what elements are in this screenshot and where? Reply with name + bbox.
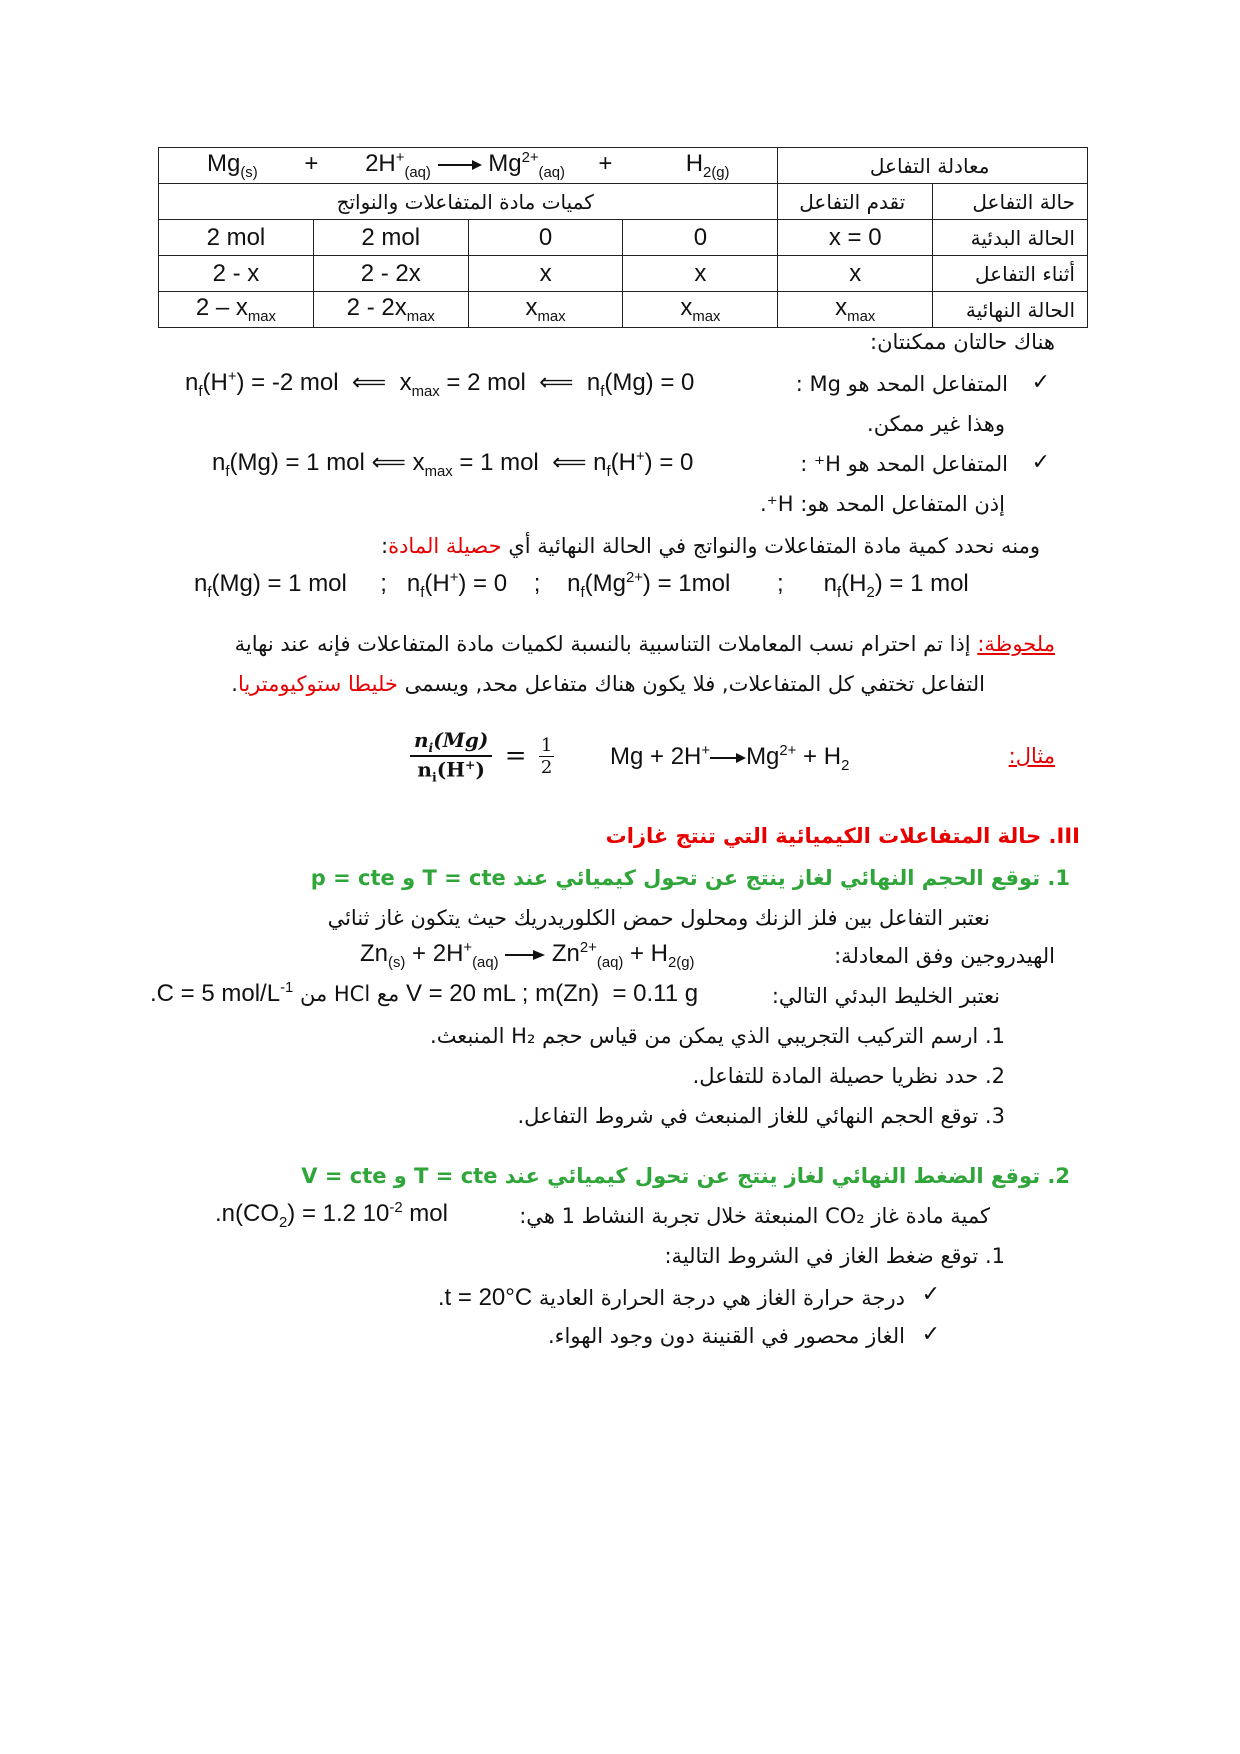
table-row — [159, 220, 1088, 256]
table-cell: 2 - x — [159, 256, 314, 292]
state-header: حالة التفاعل — [933, 184, 1088, 220]
check-icon: ✓ — [1031, 370, 1050, 395]
table-cell: x — [468, 256, 623, 292]
table-cell: 0 — [468, 220, 623, 256]
consider-line2: الهيدروجين وفق المعادلة: — [834, 944, 1055, 968]
subsection-1-title: 1. توقع الحجم النهائي لغاز ينتج عن تحول كيميائي عند p = cte و T = cte — [310, 866, 1070, 890]
table-cell: الحالة النهائية — [933, 292, 1088, 328]
determine-text: ومنه نحدد كمية مادة المتفاعلات والنواتج في الحالة النهائية أي حصيلة المادة: — [381, 534, 1040, 558]
initial-mix-label: نعتبر الخليط البدئي التالي: — [771, 984, 1000, 1008]
zinc-equation: $Zn_{(s)} + 2H^+_{(aq)}$ $Zn^{2+}_{(aq)} + H_{2(g)}$ — [360, 940, 695, 971]
table-cell: 0 — [623, 220, 778, 256]
progress-table — [158, 147, 1088, 328]
table-cell: 2 - 2x — [313, 256, 468, 292]
table-cell: 2 mol — [159, 220, 314, 256]
example-equation: Mg + 2H+ $Mg^{2+} + H_2$ — [610, 743, 850, 774]
conclusion: إذن المتفاعل المحد هو: H⁺. — [760, 492, 1005, 516]
initial-mix-values: .C = 5 mol/$L^{-1}$ من HCl مع V = 20 mL ; m(Zn) = 0.11 g — [150, 980, 699, 1007]
table-row — [159, 256, 1088, 292]
co2-text: كمية مادة غاز CO₂ المنبعثة خلال تجربة النشاط 1 هي: — [519, 1204, 990, 1228]
section-3-title: III. حالة المتفاعلات الكيميائية التي تنتج غازات — [605, 824, 1080, 848]
consider-line1: نعتبر التفاعل بين فلز الزنك ومحلول حمض الكلوريدريك حيث يتكون غاز ثنائي — [327, 906, 990, 930]
case1-label: المتفاعل المحد هو Mg : — [795, 372, 1008, 396]
example-label: مثال: — [1008, 744, 1055, 768]
two-cases-text: هناك حالتان ممكنتان: — [870, 330, 1055, 354]
final-amounts: $n_f(Mg) = 1$ mol ; $n_f(H^+) = 0$ ; $n_f(Mg^{2+}) = 1mol$ ; $n_f(H_2) = 1$ mol — [194, 570, 969, 601]
quantities-header: كميات مادة المتفاعلات والنواتج — [159, 184, 778, 220]
table-cell: x = 0 — [778, 220, 933, 256]
table-cell: 2 mol — [313, 220, 468, 256]
question-3: 3. توقع الحجم النهائي للغاز المنبعث في شروط التفاعل. — [517, 1104, 1005, 1128]
table-cell: $2 - 2x_{max}$ — [313, 292, 468, 328]
table-cell: $x_{max}$ — [623, 292, 778, 328]
table-cell: x — [623, 256, 778, 292]
ratio-formula: $\frac{n_i(Mg)}{n_i(H^+)}$ = $\frac{1}{2}$ — [410, 728, 554, 785]
note-label: ملحوظة: — [977, 632, 1055, 656]
check-icon: ✓ — [1031, 450, 1050, 475]
equation-header: معادلة التفاعل — [778, 148, 1088, 184]
case2-label: المتفاعل المحد هو H⁺ : — [800, 452, 1008, 476]
check-icon: ✓ — [921, 1322, 940, 1347]
material-balance-term: حصيلة المادة — [388, 534, 502, 558]
question-1: 1. ارسم التركيب التجريبي الذي يمكن من قياس حجم H₂ المنبعث. — [430, 1024, 1005, 1048]
table-cell: $2 - x_{max}$ — [159, 292, 314, 328]
case1-formula: $n_f(H^+) = -2$ mol ⟸ $x_{max} = 2$ mol ⟸ $n_f(Mg) = 0$ — [185, 369, 695, 400]
note-line1: ملحوظة: إذا تم احترام نسب المعاملات التناسبية بالنسبة لكميات مادة المتفاعلات فإنه عند نهاية — [234, 632, 1055, 656]
check-icon: ✓ — [921, 1282, 940, 1307]
table-cell: الحالة البدئية — [933, 220, 1088, 256]
question-2: 2. حدد نظريا حصيلة المادة للتفاعل. — [692, 1064, 1005, 1088]
stoichiometric-term: خليطا ستوكيومتريا — [237, 672, 398, 696]
condition-temperature: درجة حرارة الغاز هي درجة الحرارة العادية .t = 20°C — [437, 1284, 905, 1311]
pressure-question: 1. توقع ضغط الغاز في الشروط التالية: — [664, 1244, 1005, 1268]
table-cell: أثناء التفاعل — [933, 256, 1088, 292]
condition-no-air: الغاز محصور في القنينة دون وجود الهواء. — [547, 1324, 905, 1348]
case1-not-possible: وهذا غير ممكن. — [867, 412, 1005, 436]
table-row — [159, 292, 1088, 328]
note-line2: التفاعل تختفي كل المتفاعلات, فلا يكون هناك متفاعل محد, ويسمى خليطا ستوكيومتريا. — [231, 672, 985, 696]
table-cell: $x_{max}$ — [468, 292, 623, 328]
co2-amount: $.n(CO_2) = 1.2$ $10^{-2}$ mol — [215, 1200, 448, 1231]
case2-formula: $n_f(Mg) = 1$ mol ⟸ $x_{max} = 1$ mol ⟸ $n_f(H^+) = 0$ — [212, 449, 694, 480]
subsection-2-title: 2. توقع الضغط النهائي لغاز ينتج عن تحول كيميائي عند V = cte و T = cte — [301, 1164, 1070, 1188]
table-cell: x — [778, 256, 933, 292]
progress-header: تقدم التفاعل — [778, 184, 933, 220]
reaction-equation: $Mg_{(s)}$ + $2H^+_{(aq)}$ $Mg^{2+}_{(aq)}$ + $H_{2(g)}$ — [159, 148, 778, 184]
table-cell: $x_{max}$ — [778, 292, 933, 328]
